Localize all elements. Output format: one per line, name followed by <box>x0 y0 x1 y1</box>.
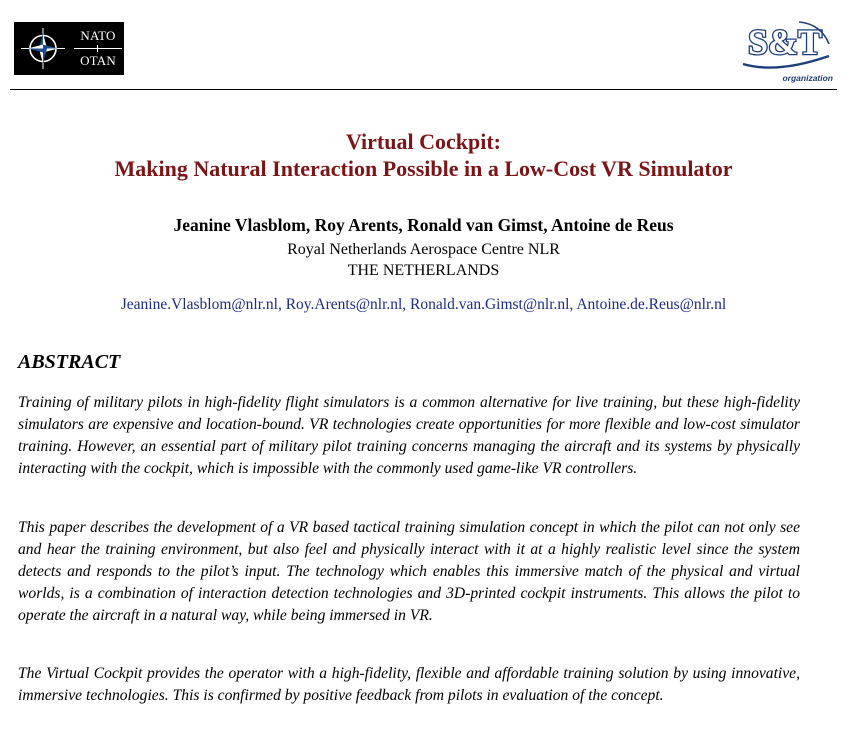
header-rule <box>10 89 837 90</box>
paper-authors: Jeanine Vlasblom, Roy Arents, Ronald van Gimst, Antoine de Reus <box>173 215 674 235</box>
paper-affiliation: Royal Netherlands Aerospace Centre NLR <box>287 241 560 258</box>
st-logo-mark: S&T <box>747 22 823 62</box>
paper-emails[interactable]: Jeanine.Vlasblom@nlr.nl, Roy.Arents@nlr.nl, Ronald.van.Gimst@nlr.nl, Antoine.de.Reus@nlr.nl <box>120 296 727 313</box>
abstract-paragraph-2: This paper describes the development of a VR based tactical training simulation concept in which the pilot can not only see and hear the training environment, but also feel and physically interact with it at a highly realistic level since the system detects and responds to the pilot’s input. The technology which enables this immersive match of the physical and virtual worlds, is a combination of interaction detection technologies and 3D-printed cockpit instruments. This allows the pilot to operate the aircraft in a natural way, while being immersed in VR. <box>18 519 800 624</box>
abstract-paragraph-1: Training of military pilots in high-fidelity flight simulators is a common alternative for live training, but these high-fidelity simulators are expensive and location-bound. VR technologies create opportunities for more flexible and low-cost simulator training. However, an essential part of military pilot training concerns managing the aircraft and its systems by physically interacting with the cockpit, which is impossible with the commonly used game-like VR controllers. <box>18 394 800 477</box>
nato-logo-line2: OTAN <box>80 53 116 68</box>
nato-logo-line1: NATO <box>80 28 116 43</box>
nato-logo-separator <box>74 48 122 49</box>
nato-logo <box>14 22 124 75</box>
nato-logo-separator-tick <box>97 45 98 52</box>
st-logo-mark-icon <box>737 14 835 74</box>
st-organization-logo <box>737 14 835 88</box>
st-logo-caption: organization <box>782 73 833 83</box>
paper-title-line1: Virtual Cockpit: <box>345 129 501 154</box>
paper-title-line2: Making Natural Interaction Possible in a Low-Cost VR Simulator <box>114 156 733 181</box>
paper-title <box>0 128 847 182</box>
abstract-heading: ABSTRACT <box>18 351 121 373</box>
compass-rose-icon <box>18 27 68 70</box>
abstract-paragraph-3: The Virtual Cockpit provides the operator with a high-fidelity, flexible and affordable training solution by using innovative, immersive technologies. This is confirmed by positive feedback from pilots in evaluation of the concept. <box>18 665 800 704</box>
paper-country: THE NETHERLANDS <box>347 262 500 279</box>
